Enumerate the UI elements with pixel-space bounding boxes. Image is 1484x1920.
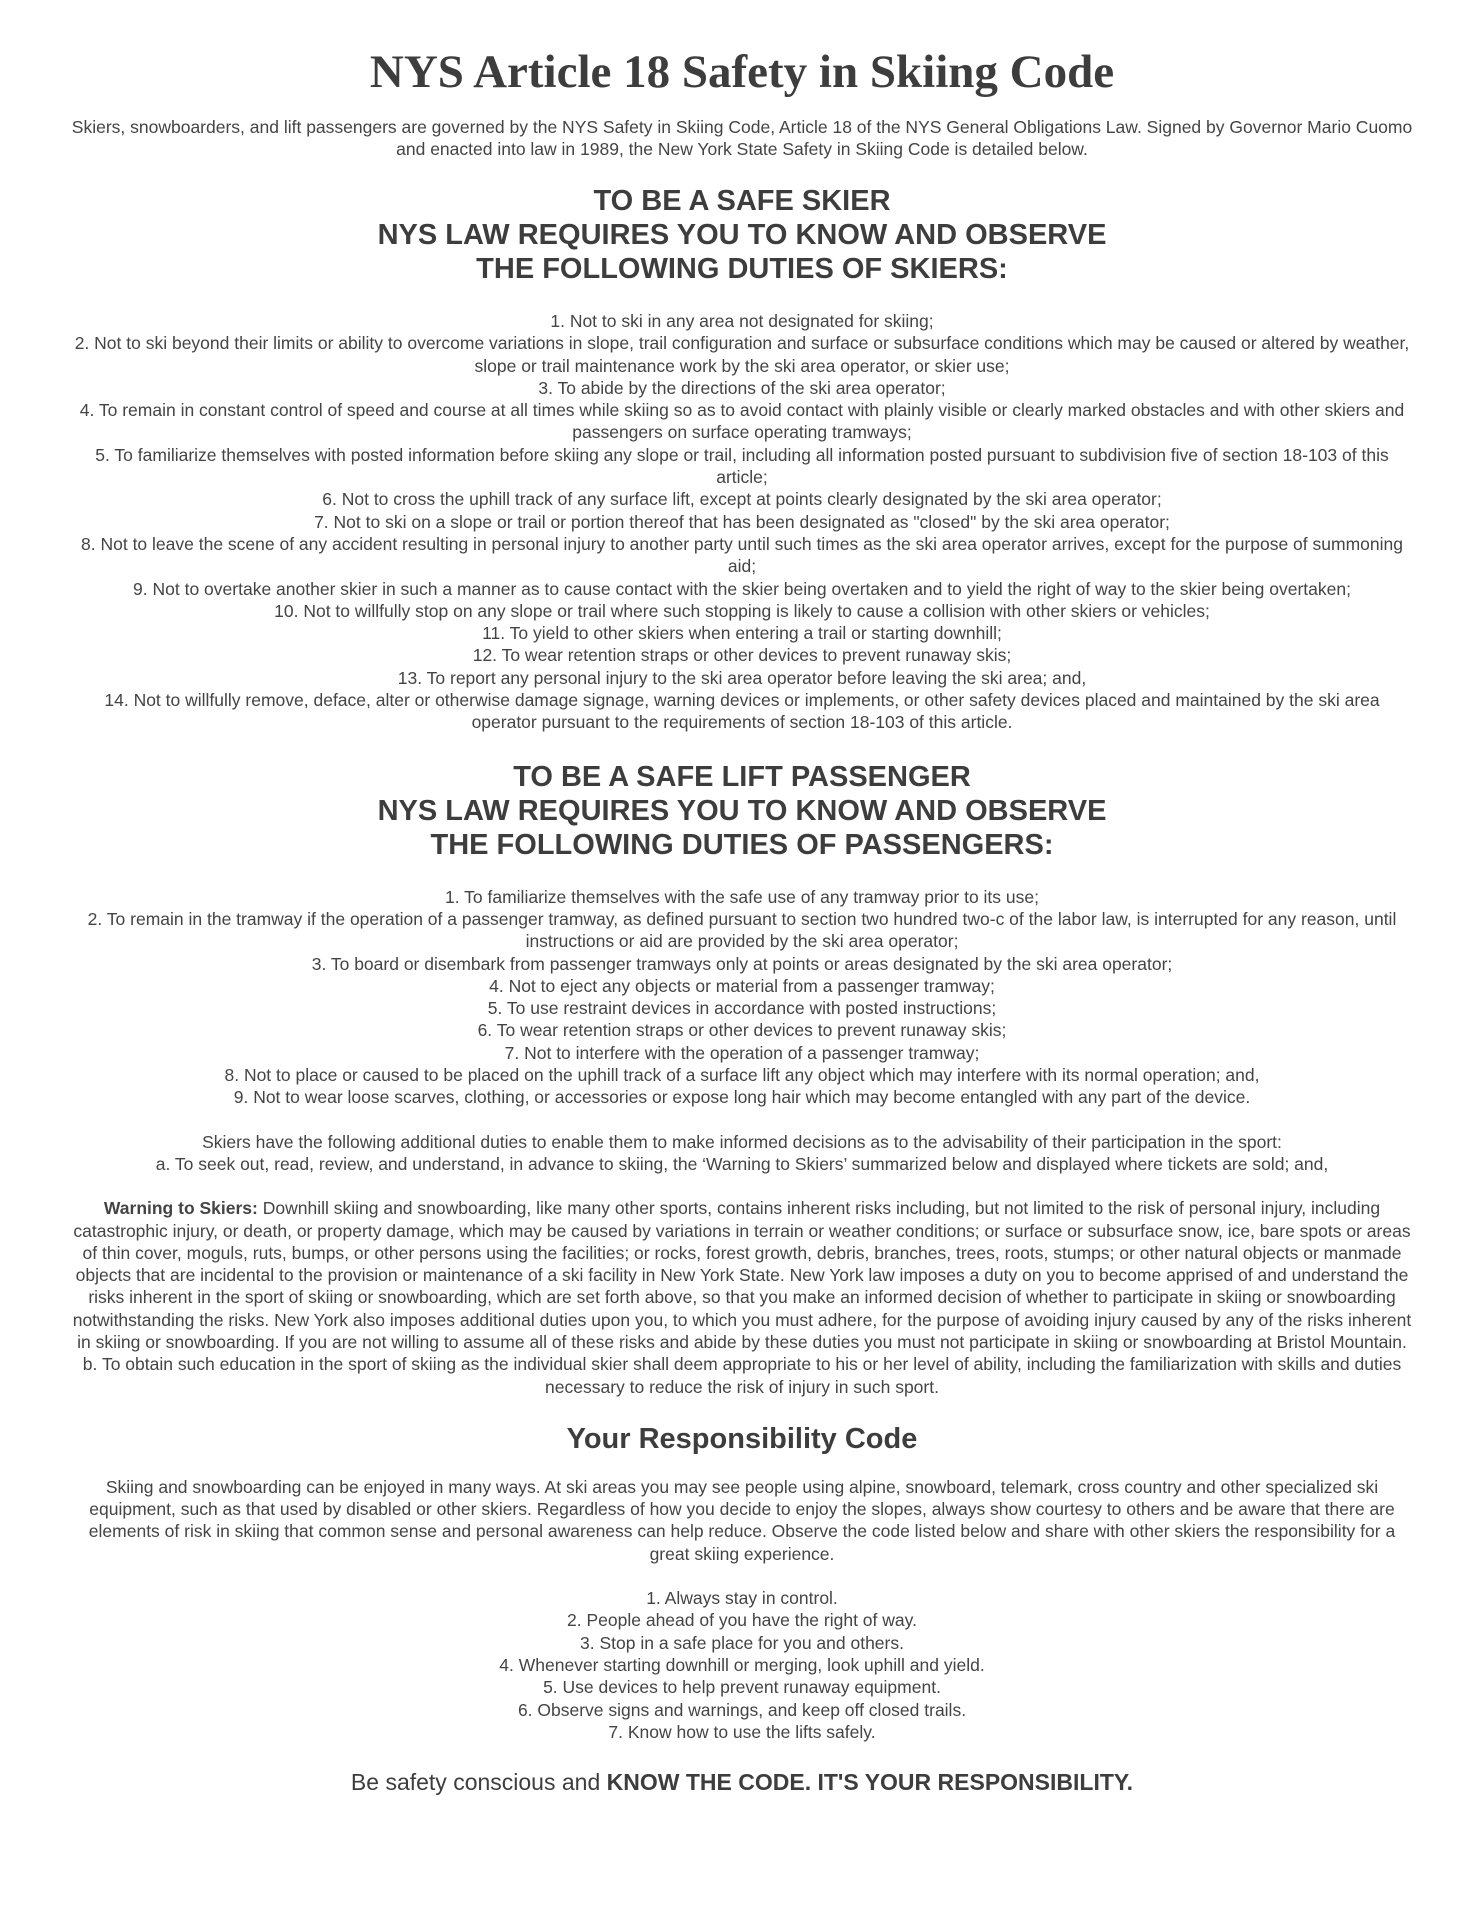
additional-duties-intro: Skiers have the following additional duties to enable them to make informed decisions as to the advisability of their participation in the sport: [202,1131,1282,1152]
skier-duty-item: 7. Not to ski on a slope or trail or portion thereof that has been designated as "closed" by the ski area operator; [314,511,1170,532]
additional-duty-a: a. To seek out, read, review, and understand, in advance to skiing, the ‘Warning to Skiers’ summarized below and displayed where tickets are sold; and, [155,1153,1329,1174]
warning-text: Downhill skiing and snowboarding, like many other sports, contains inherent risks including, but not limited to the risk of personal injury, including catastrophic injury, or death, or property damage, which may be caused by variations in terrain or weather conditions; or surface or subsurface snow, ice, bare spots or areas of thin cover, moguls, ruts, bumps, or other persons using the facilities; or rocks, forest growth, debris, branches, trees, roots, stumps; or other natural objects or manmade objects that are incidental to the provision or maintenance of a ski facility in New York State. New York law imposes a duty on you to become apprised of and understand the risks inherent in the sport of skiing or snowboarding, which are set forth above, so that you make an informed decision of whether to participate in skiing or snowboarding notwithstanding the risks. New York also imposes additional duties upon you, to which you must adhere, for the purpose of avoiding injury caused by any of the risks inherent in skiing or snowboarding. If you are not willing to assume all of these risks and abide by these duties you must not participate in skiing or snowboarding at Bristol Mountain. [72,1198,1412,1352]
document-title: NYS Article 18 Safety in Skiing Code [369,46,1115,98]
passenger-duties-list [70,886,1414,1109]
skier-duty-item: 5. To familiarize themselves with posted information before skiing any slope or trail, including all information posted pursuant to subdivision five of section 18-103 of this article; [95,444,1389,488]
responsibility-item: 5. Use devices to help prevent runaway equipment. [543,1677,941,1698]
skier-duty-item: 6. Not to cross the uphill track of any surface lift, except at points clearly designated by the ski area operator; [322,489,1162,510]
skier-heading-line: NYS LAW REQUIRES YOU TO KNOW AND OBSERVE [377,219,1107,251]
footer-line [70,1767,1414,1797]
passenger-duty-item: 3. To board or disembark from passenger tramways only at points or areas designated by the ski area operator; [311,953,1173,974]
passenger-duty-item: 1. To familiarize themselves with the safe use of any tramway prior to its use; [445,886,1039,907]
skier-duty-item: 12. To wear retention straps or other devices to prevent runaway skis; [472,645,1012,666]
skier-section-heading [70,184,1414,286]
intro-paragraph: Skiers, snowboarders, and lift passengers are governed by the NYS Safety in Skiing Code, Article 18 of the NYS General Obligations Law. Signed by Governor Mario Cuomo and enacted into law in 1989, the New York State Safety in Skiing Code is detailed below. [71,117,1413,159]
passenger-duty-item: 2. To remain in the tramway if the operation of a passenger tramway, as defined pursuant to section two hundred two-c of the labor law, is interrupted for any reason, until instructions or aid are provided by the ski area operator; [87,908,1397,952]
responsibility-item: 1. Always stay in control. [646,1588,838,1609]
skier-duty-item: 13. To report any personal injury to the ski area operator before leaving the ski area; and, [397,667,1087,688]
skier-duties-list [70,310,1414,734]
skier-duty-item: 10. Not to willfully stop on any slope or trail where such stopping is likely to cause a collision with other skiers or vehicles; [274,600,1210,621]
passenger-heading-line: TO BE A SAFE LIFT PASSENGER [513,760,971,793]
skier-heading-line: TO BE A SAFE SKIER [593,185,891,217]
passenger-duty-item: 8. Not to place or caused to be placed on the uphill track of a surface lift any object which may interfere with its normal operation; and, [224,1065,1260,1086]
passenger-duty-item: 7. Not to interfere with the operation of a passenger tramway; [504,1042,980,1063]
passenger-duty-item: 6. To wear retention straps or other devices to prevent runaway skis; [477,1020,1007,1041]
skier-duty-item: 8. Not to leave the scene of any accident resulting in personal injury to another party until such times as the ski area operator arrives, except for the purpose of summoning aid; [81,533,1403,577]
skier-duty-item: 14. Not to willfully remove, deface, alter or otherwise damage signage, warning devices or implements, or other safety devices placed and maintained by the ski area operator pursuant to the requirements of section 18-103 of this article. [104,690,1380,733]
skier-heading-line: THE FOLLOWING DUTIES OF SKIERS: [476,253,1008,285]
responsibility-code-list [70,1587,1414,1743]
responsibility-item: 6. Observe signs and warnings, and keep off closed trails. [517,1699,967,1720]
skier-duty-item: 2. Not to ski beyond their limits or ability to overcome variations in slope, trail configuration and surface or subsurface conditions which may be caused or altered by weather, slope or trail maintenance work by the ski area operator, or skier use; [74,333,1410,376]
passenger-heading-line: NYS LAW REQUIRES YOU TO KNOW AND OBSERVE [377,794,1107,827]
passenger-duty-item: 4. Not to eject any objects or material from a passenger tramway; [489,975,995,996]
responsibility-intro: Skiing and snowboarding can be enjoyed in many ways. At ski areas you may see people using alpine, snowboard, telemark, cross country and other specialized ski equipment, such as that used by disabled or other skiers. Regardless of how you decide to enjoy the slopes, always show courtesy to others and be aware that there are elements of risk in skiing that common sense and personal awareness can help reduce. Observe the code listed below and share with other skiers the responsibility for a great skiing experience. [88,1476,1396,1564]
additional-duty-b: b. To obtain such education in the sport of skiing as the individual skier shall deem appropriate to his or her level of ability, including the familiarization with skills and duties necessary to reduce the risk of injury in such sport. [82,1354,1402,1397]
skier-duty-item: 3. To abide by the directions of the ski area operator; [538,377,946,398]
passenger-section-heading [70,760,1414,862]
responsibility-item: 2. People ahead of you have the right of way. [567,1610,917,1631]
skier-duty-item: 4. To remain in constant control of speed and course at all times while skiing so as to avoid contact with plainly visible or clearly marked obstacles and with other skiers and passengers on surface operating tramways; [79,400,1405,443]
footer-plain-text: Be safety conscious and [350,1769,607,1796]
passenger-heading-line: THE FOLLOWING DUTIES OF PASSENGERS: [430,828,1054,861]
warning-paragraph [70,1197,1414,1353]
warning-label: Warning to Skiers: [103,1198,258,1219]
skier-duty-item: 1. Not to ski in any area not designated for skiing; [550,311,934,331]
responsibility-item: 7. Know how to use the lifts safely. [608,1721,876,1742]
footer-bold-text: KNOW THE CODE. IT'S YOUR RESPONSIBILITY. [606,1769,1134,1796]
passenger-duty-item: 9. Not to wear loose scarves, clothing, or accessories or expose long hair which may become entangled with any part of the device. [233,1087,1251,1108]
responsibility-item: 4. Whenever starting downhill or merging, look uphill and yield. [499,1654,985,1675]
skier-duty-item: 11. To yield to other skiers when entering a trail or starting downhill; [482,623,1002,644]
responsibility-heading: Your Responsibility Code [566,1422,918,1455]
passenger-duty-item: 5. To use restraint devices in accordance with posted instructions; [487,998,997,1019]
skier-duty-item: 9. Not to overtake another skier in such a manner as to cause contact with the skier being overtaken and to yield the right of way to the skier being overtaken; [133,578,1351,599]
responsibility-item: 3. Stop in a safe place for you and others. [580,1632,904,1653]
